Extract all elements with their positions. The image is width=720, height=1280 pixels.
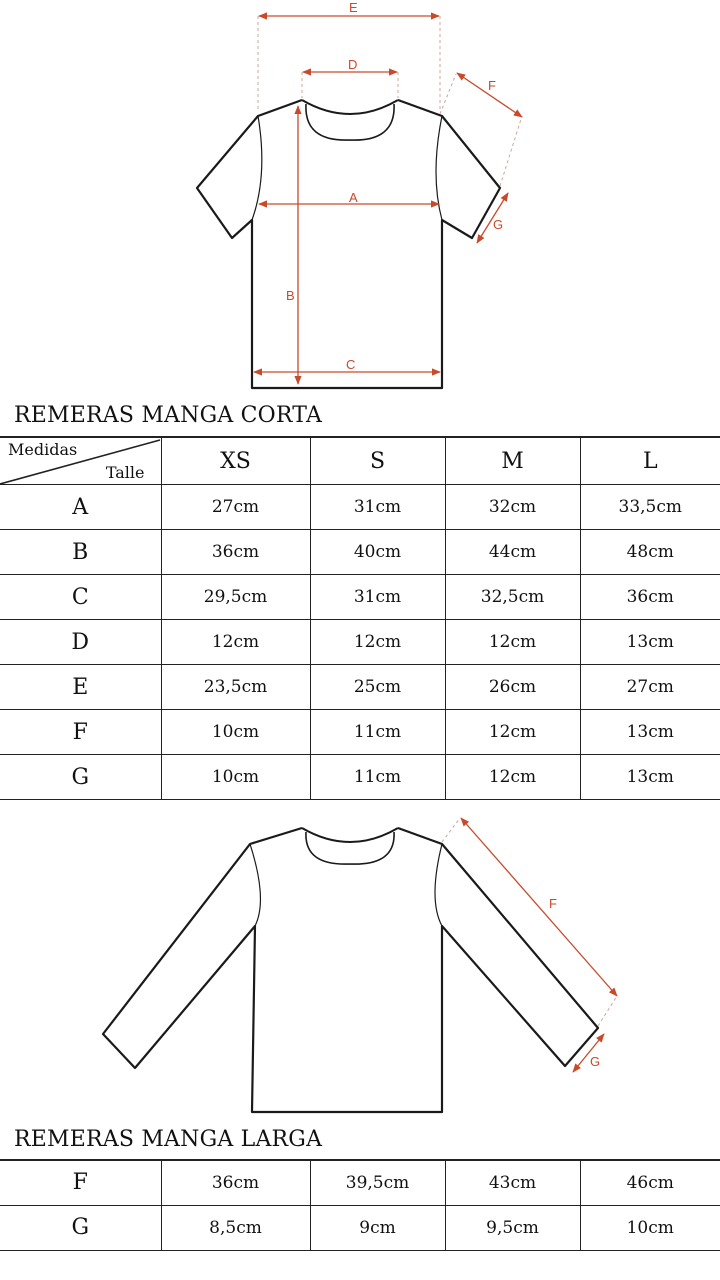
- short-sleeve-title: REMERAS MANGA CORTA: [14, 403, 323, 428]
- long-row-label-g: G: [0, 1205, 161, 1250]
- cell-d-m: 12cm: [445, 620, 580, 665]
- row-label-d: D: [0, 620, 161, 665]
- long-cell-f-l: 46cm: [580, 1160, 720, 1205]
- cell-g-l: 13cm: [580, 755, 720, 800]
- cell-d-xs: 12cm: [161, 620, 310, 665]
- tshirt-collar: [302, 100, 398, 114]
- cell-c-m: 32,5cm: [445, 575, 580, 620]
- cell-g-m: 12cm: [445, 755, 580, 800]
- row-label-e: E: [0, 665, 161, 710]
- longsleeve-dimension-f-arrow: [461, 818, 617, 996]
- cell-a-l: 33,5cm: [580, 485, 720, 530]
- cell-a-xs: 27cm: [161, 485, 310, 530]
- long-row-label-f: F: [0, 1160, 161, 1205]
- dimension-f-label: F: [488, 78, 496, 93]
- tshirt-outline: [197, 100, 500, 388]
- dimension-e-label: E: [349, 0, 358, 15]
- cell-a-s: 31cm: [310, 485, 445, 530]
- longsleeve-collar: [302, 828, 398, 842]
- row-label-b: B: [0, 530, 161, 575]
- cell-b-l: 48cm: [580, 530, 720, 575]
- dimension-d-label: D: [348, 57, 358, 72]
- cell-a-m: 32cm: [445, 485, 580, 530]
- cell-b-s: 40cm: [310, 530, 445, 575]
- dimension-g-label: G: [493, 217, 504, 232]
- long-cell-f-s: 39,5cm: [310, 1160, 445, 1205]
- cell-g-s: 11cm: [310, 755, 445, 800]
- cell-b-m: 44cm: [445, 530, 580, 575]
- table-row: [0, 530, 720, 575]
- cell-c-l: 36cm: [580, 575, 720, 620]
- long-cell-g-l: 10cm: [580, 1205, 720, 1250]
- cell-f-m: 12cm: [445, 710, 580, 755]
- long-sleeve-size-table: [0, 1159, 720, 1251]
- cell-d-l: 13cm: [580, 620, 720, 665]
- dimension-b-label: B: [286, 288, 295, 303]
- long-cell-g-m: 9,5cm: [445, 1205, 580, 1250]
- header-corner: [0, 437, 161, 485]
- header-talle: Talle: [105, 463, 145, 482]
- short-sleeve-tshirt-diagram: [0, 0, 720, 400]
- row-label-c: C: [0, 575, 161, 620]
- dimension-c-label: C: [346, 357, 356, 372]
- table-row: [0, 755, 720, 800]
- cell-d-s: 12cm: [310, 620, 445, 665]
- cell-f-l: 13cm: [580, 710, 720, 755]
- row-label-g: G: [0, 755, 161, 800]
- size-header-xs: XS: [161, 437, 310, 485]
- long-cell-g-s: 9cm: [310, 1205, 445, 1250]
- cell-c-s: 31cm: [310, 575, 445, 620]
- longsleeve-outline: [103, 828, 601, 1112]
- long-cell-f-m: 43cm: [445, 1160, 580, 1205]
- dimension-a-label: A: [349, 190, 358, 205]
- row-label-a: A: [0, 485, 161, 530]
- table-row: [0, 485, 720, 530]
- cell-f-s: 11cm: [310, 710, 445, 755]
- short-sleeve-size-table: [0, 436, 720, 800]
- table-row: [0, 1160, 720, 1205]
- cell-g-xs: 10cm: [161, 755, 310, 800]
- table-row: [0, 710, 720, 755]
- table-row: [0, 620, 720, 665]
- size-header-m: M: [445, 437, 580, 485]
- size-header-s: S: [310, 437, 445, 485]
- cell-e-m: 26cm: [445, 665, 580, 710]
- longsleeve-dimension-f-label: F: [549, 896, 557, 911]
- header-medidas: Medidas: [8, 440, 78, 459]
- table-row: [0, 1205, 720, 1250]
- long-sleeve-title: REMERAS MANGA LARGA: [14, 1127, 323, 1152]
- longsleeve-dimension-g-label: G: [590, 1054, 601, 1069]
- row-label-f: F: [0, 710, 161, 755]
- long-cell-f-xs: 36cm: [161, 1160, 310, 1205]
- cell-e-l: 27cm: [580, 665, 720, 710]
- long-cell-g-xs: 8,5cm: [161, 1205, 310, 1250]
- cell-f-xs: 10cm: [161, 710, 310, 755]
- cell-e-s: 25cm: [310, 665, 445, 710]
- long-sleeve-tshirt-diagram: [0, 810, 720, 1120]
- cell-e-xs: 23,5cm: [161, 665, 310, 710]
- table-row: [0, 575, 720, 620]
- size-header-l: L: [580, 437, 720, 485]
- cell-b-xs: 36cm: [161, 530, 310, 575]
- table-row: [0, 665, 720, 710]
- cell-c-xs: 29,5cm: [161, 575, 310, 620]
- table-header-row: [0, 437, 720, 485]
